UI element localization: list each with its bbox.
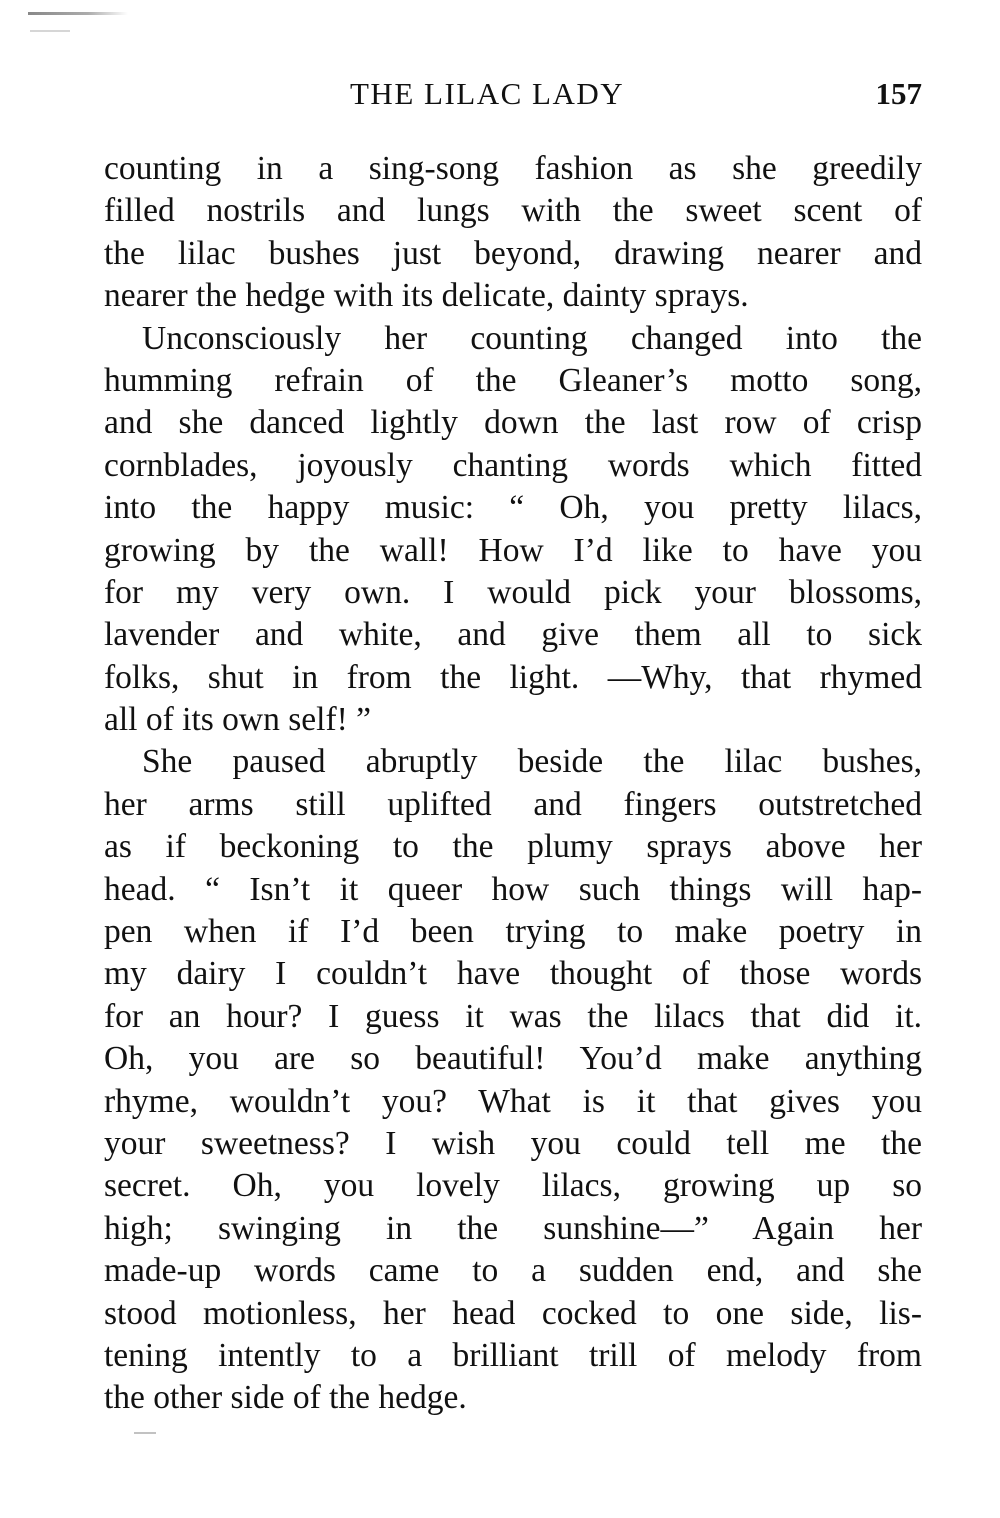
text-line: as if beckoning to the plumy sprays above her bbox=[104, 828, 922, 866]
text-line: the lilac bushes just beyond, drawing nearer and bbox=[104, 234, 922, 272]
text-line: Oh, you are so beautiful! You’d make anything bbox=[104, 1040, 922, 1078]
text-line: for an hour? I guess it was the lilacs that did it. bbox=[104, 997, 922, 1035]
text-line: pen when if I’d been trying to make poetry in bbox=[104, 913, 922, 951]
running-title: THE LILAC LADY bbox=[350, 76, 625, 111]
scan-artifact bbox=[28, 12, 128, 15]
text-line: humming refrain of the Gleaner’s motto song, bbox=[104, 361, 922, 399]
text-line: high; swinging in the sunshine—” Again her bbox=[104, 1209, 922, 1247]
scan-artifact bbox=[30, 30, 70, 32]
text-line: rhyme, wouldn’t you? What is it that gives you bbox=[104, 1082, 922, 1120]
text-line: folks, shut in from the light. —Why, that rhymed bbox=[104, 658, 922, 696]
text-line: growing by the wall! How I’d like to have you bbox=[104, 531, 922, 569]
text-line: the other side of the hedge. bbox=[104, 1379, 467, 1417]
text-line: lavender and white, and give them all to sick bbox=[104, 616, 922, 654]
text-line: filled nostrils and lungs with the sweet scent of bbox=[104, 192, 922, 230]
running-head bbox=[104, 74, 922, 114]
paragraph-start-line: She paused abruptly beside the lilac bushes, bbox=[142, 743, 922, 781]
text-line: her arms still uplifted and fingers outstretched bbox=[104, 785, 922, 823]
text-line: nearer the hedge with its delicate, dainty sprays. bbox=[104, 277, 749, 315]
text-line: your sweetness? I wish you could tell me the bbox=[104, 1124, 922, 1162]
text-line: head. “ Isn’t it queer how such things will hap- bbox=[104, 870, 922, 908]
text-line: and she danced lightly down the last row of crisp bbox=[104, 404, 922, 442]
text-line: counting in a sing-song fashion as she greedily bbox=[104, 150, 922, 187]
text-line: my dairy I couldn’t have thought of those words bbox=[104, 955, 922, 993]
text-line: into the happy music: “ Oh, you pretty lilacs, bbox=[104, 489, 922, 527]
text-line: stood motionless, her head cocked to one side, lis- bbox=[104, 1294, 922, 1332]
text-line: secret. Oh, you lovely lilacs, growing up so bbox=[104, 1167, 922, 1205]
scan-artifact bbox=[134, 1432, 156, 1434]
page-number: 157 bbox=[875, 76, 922, 111]
text-line: all of its own self! ” bbox=[104, 701, 372, 739]
body-text bbox=[104, 148, 922, 1420]
text-line: cornblades, joyously chanting words which fitted bbox=[104, 446, 922, 484]
paragraph-start-line: Unconsciously her counting changed into the bbox=[142, 319, 922, 357]
text-line: for my very own. I would pick your blossoms, bbox=[104, 573, 922, 611]
text-line: tening intently to a brilliant trill of melody from bbox=[104, 1336, 922, 1374]
text-line: made-up words came to a sudden end, and she bbox=[104, 1252, 922, 1290]
